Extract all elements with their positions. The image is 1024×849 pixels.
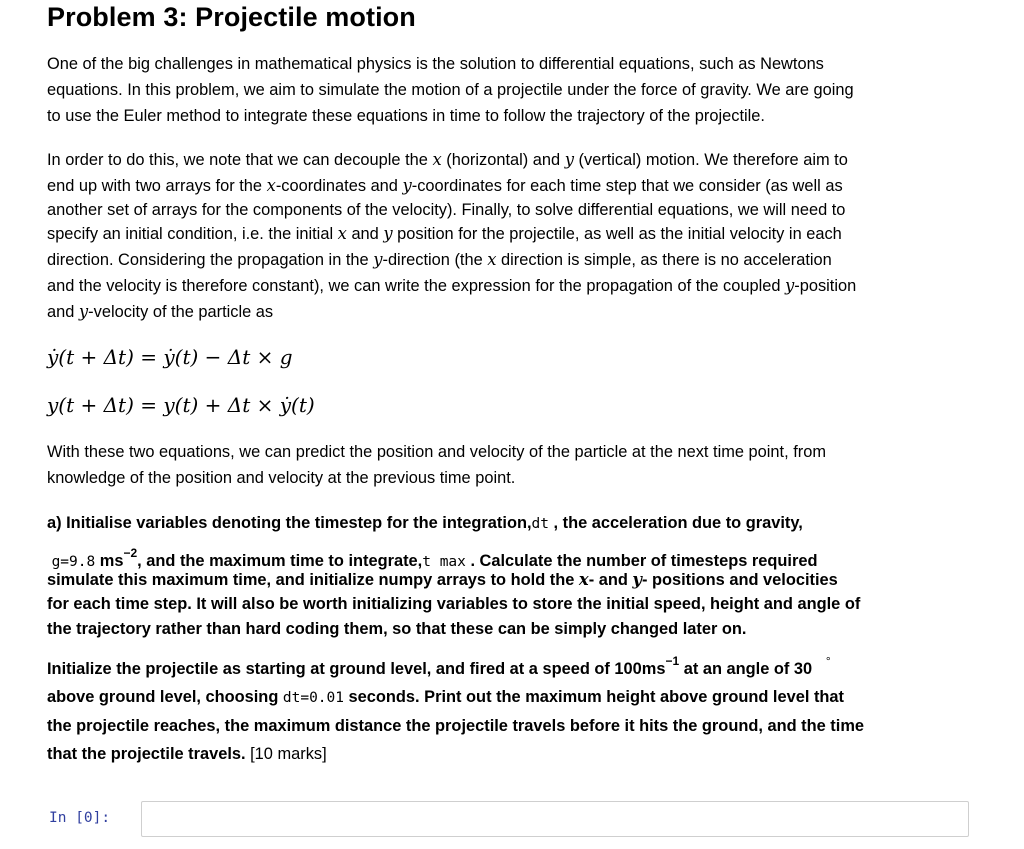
paragraph-line: direction. Considering the propagation in the y-direction (the x direction is simple, as there is no acceleration xyxy=(47,250,832,269)
question-line: the projectile reaches, the maximum distance the projectile travels before it hits the ground, and the time xyxy=(47,717,865,735)
paragraph-line: In order to do this, we note that we can decouple the x (horizontal) and y (vertical) motion. We therefore aim to xyxy=(47,150,848,169)
paragraph-line: specify an initial condition, i.e. the initial x and y position for the projectile, as well as the initial velocity in each xyxy=(47,224,842,243)
question-line: above ground level, choosing dt=0.01 seconds. Print out the maximum height above ground level that xyxy=(47,688,844,706)
equation-velocity: ẏ(t + Δt) = ẏ(t) − Δt × g xyxy=(47,345,293,369)
equation-position: y(t + Δt) = y(t) + Δt × ẏ(t) xyxy=(47,393,315,417)
paragraph-line: With these two equations, we can predict the position and velocity of the particle at the next time point, from xyxy=(47,443,826,461)
intro-paragraph xyxy=(47,51,977,129)
question-line: the trajectory rather than hard coding them, so that these can be simply changed later on. xyxy=(47,620,747,638)
question-line: that the projectile travels. [10 marks] xyxy=(47,745,327,763)
paragraph-line: and the velocity is therefore constant), we can write the expression for the propagation of the coupled y-position xyxy=(47,276,857,295)
equations-explanation xyxy=(47,439,977,491)
cell-prompt: In [0]: xyxy=(49,810,111,826)
paragraph-line: and y-velocity of the particle as xyxy=(47,302,274,321)
decouple-paragraph xyxy=(47,147,977,325)
question-line: g=9.8 $ms^{-2}$, and the maximum time to integrate,t max . Calculate the number of timesteps required xyxy=(51,546,818,570)
question-line: for each time step. It will also be worth initializing variables to store the initial speed, height and angle of xyxy=(47,595,861,613)
code-cell-input[interactable] xyxy=(141,801,969,837)
paragraph-line: another set of arrays for the components of the velocity). Finally, to solve differential equations, we will need to xyxy=(47,201,846,219)
page-title: Problem 3: Projectile motion xyxy=(47,2,416,32)
intro-line: equations. In this problem, we aim to simulate the motion of a projectile under the force of gravity. We are going xyxy=(47,81,854,99)
intro-line: One of the big challenges in mathematical physics is the solution to differential equations, such as Newtons xyxy=(47,55,824,73)
paragraph-line: end up with two arrays for the x-coordinates and y-coordinates for each time step that we consider (as well as xyxy=(47,176,843,195)
part-a-question xyxy=(47,510,977,640)
question-line: Initialize the projectile as starting at ground level, and fired at a speed of $100ms^{-1}$ at an angle of 30 ° xyxy=(47,654,831,678)
intro-line: to use the Euler method to integrate these equations in time to follow the trajectory of the projectile. xyxy=(47,107,765,125)
paragraph-line: knowledge of the position and velocity at the previous time point. xyxy=(47,469,516,487)
question-line: a) Initialise variables denoting the timestep for the integration,dt , the acceleration due to gravity, xyxy=(47,514,803,532)
part-b-question xyxy=(47,655,977,768)
question-line: simulate this maximum time, and initialize numpy arrays to hold the x- and y- positions and velocities xyxy=(47,570,838,589)
